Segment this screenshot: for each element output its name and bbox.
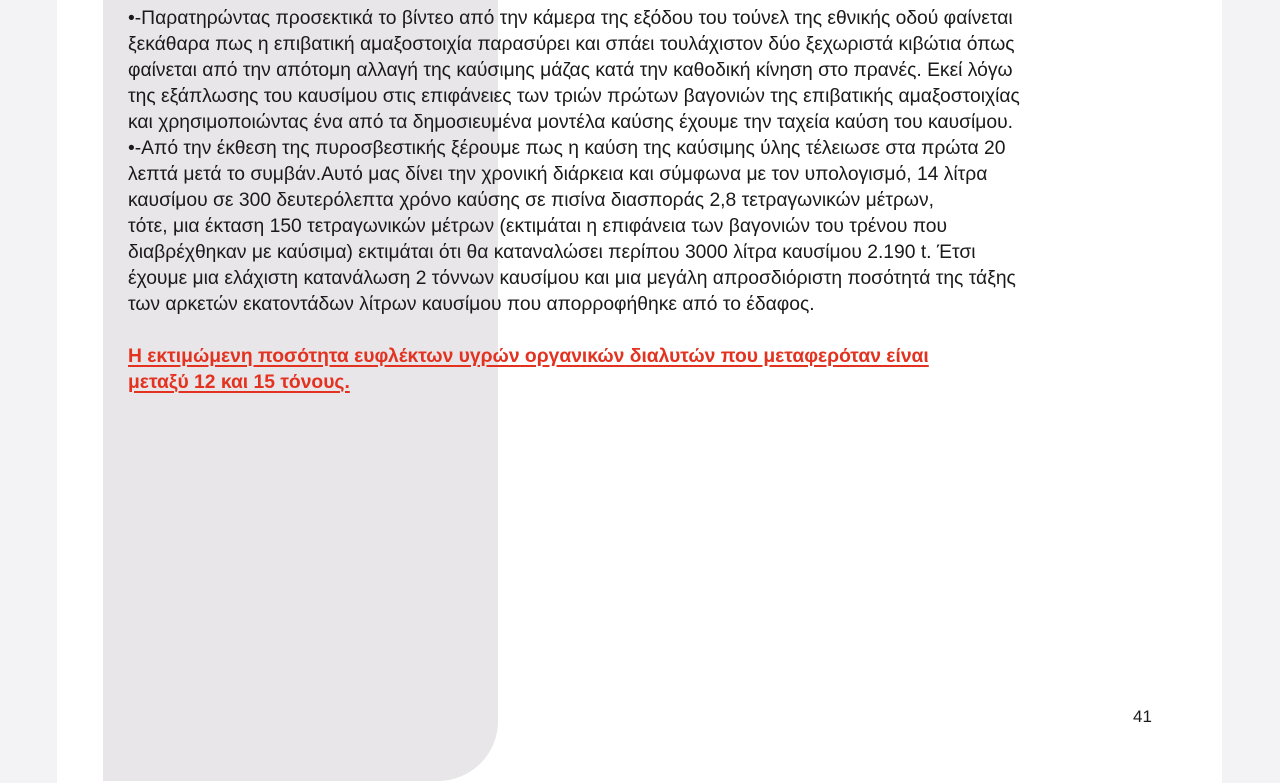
- bullet-paragraph-video-analysis: [128, 6, 1138, 136]
- text-line: φαίνεται από την απότομη αλλαγή της καύσιμης μάζας κατά την καθοδική κίνηση στο πρανές. Εκεί λόγω: [128, 60, 1013, 81]
- text-line: καυσίμου σε 300 δευτερόλεπτα χρόνο καύσης σε πισίνα διασποράς 2,8 τετραγωνικών μέτρων,: [128, 190, 934, 211]
- page-content: [128, 6, 1138, 396]
- text-line: έχουμε μια ελάχιστη κατανάλωση 2 τόννων καυσίμου και μια μεγάλη απροσδιόριστη ποσότητά της τάξης: [128, 268, 1016, 289]
- text-line: λεπτά μετά το συμβάν.Αυτό μας δίνει την χρονική διάρκεια και σύμφωνα με τον υπολογισμό, 14 λίτρα: [128, 164, 988, 185]
- highlight-line: Η εκτιμώμενη ποσότητα ευφλέκτων υγρών οργανικών διαλυτών που μεταφερόταν είναι: [128, 346, 929, 367]
- text-line: και χρησιμοποιώντας ένα από τα δημοσιευμένα μοντέλα καύσης έχουμε την ταχεία καύση του καυσίμου.: [128, 112, 1014, 133]
- document-page: [57, 0, 1222, 783]
- text-line: της εξάπλωσης του καυσίμου στις επιφάνειες των τριών πρώτων βαγονιών της επιβατικής αμαξοστοιχίας: [128, 86, 1020, 107]
- highlighted-conclusion: [128, 344, 1138, 396]
- page-number: 41: [1133, 707, 1152, 726]
- text-line: διαβρέχθηκαν με καύσιμα) εκτιμάται ότι θα καταναλώσει περίπου 3000 λίτρα καυσίμου 2.190 t. Έτσι: [128, 242, 976, 263]
- text-line: ξεκάθαρα πως η επιβατική αμαξοστοιχία παρασύρει και σπάει τουλάχιστον δύο ξεχωριστά κιβώτια όπως: [128, 34, 1015, 55]
- text-line: •-Παρατηρώντας προσεκτικά το βίντεο από την κάμερα της εξόδου του τούνελ της εθνικής οδού φαίνεται: [128, 8, 1013, 29]
- text-line: των αρκετών εκατοντάδων λίτρων καυσίμου που απορροφήθηκε από το έδαφος.: [128, 294, 815, 315]
- bullet-paragraph-fire-report: [128, 136, 1138, 318]
- text-line: τότε, μια έκταση 150 τετραγωνικών μέτρων (εκτιμάται η επιφάνεια των βαγονιών του τρένου που: [128, 216, 948, 237]
- text-line: •-Από την έκθεση της πυροσβεστικής ξέρουμε πως η καύση της καύσιμης ύλης τέλειωσε στα πρώτα 20: [128, 138, 1006, 159]
- highlight-line: μεταξύ 12 και 15 τόνους.: [128, 372, 350, 393]
